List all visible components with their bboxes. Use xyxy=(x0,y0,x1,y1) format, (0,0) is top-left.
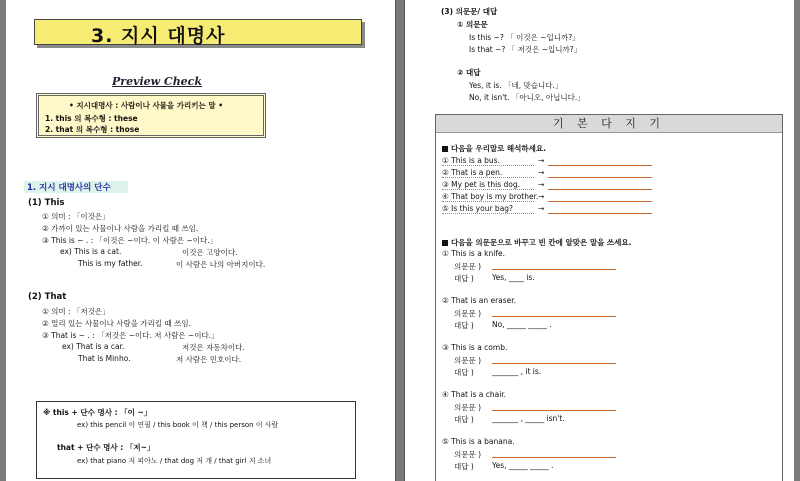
chapter-title-box xyxy=(34,19,362,45)
question-subheading: ① 의문문 xyxy=(457,20,488,29)
answer-template[interactable]: Yes, _____ _____ . xyxy=(492,461,554,470)
exercise-1-item xyxy=(442,180,652,190)
question-label: 의문문 ) xyxy=(454,262,482,271)
answer-blank-input[interactable] xyxy=(548,194,652,202)
definition-box xyxy=(36,93,266,138)
answer-label: 대답 ) xyxy=(454,321,474,330)
exercise-1-sentence: ④ That boy is my brother. xyxy=(442,192,539,201)
arrow-icon: → xyxy=(538,192,545,201)
that-usage: ② 멀리 있는 사물이나 사람을 가리킬 때 쓰임. xyxy=(42,319,191,328)
answer-template[interactable]: No, _____ _____ . xyxy=(492,320,552,329)
question-line-2: Is that ~? 「 저것은 ~입니까?」 xyxy=(469,45,582,54)
question-answer-input[interactable] xyxy=(492,309,616,317)
arrow-icon: → xyxy=(538,168,545,177)
section-1-header xyxy=(24,181,128,193)
exercise-2-sentence: ④ That is a chair. xyxy=(442,390,507,399)
that-example-1-en: ex) That is a car. xyxy=(62,342,125,351)
exercise-2-sentence: ③ This is a comb. xyxy=(442,343,508,352)
answer-template[interactable]: _______ , _____ isn't. xyxy=(492,414,565,423)
exercise-2-sentence: ② That is an eraser. xyxy=(442,296,517,305)
that-example-2-en: That is Minho. xyxy=(78,354,131,363)
answer-line-1: Yes, it is. 「네, 맞습니다.」 xyxy=(469,81,563,90)
square-bullet-icon xyxy=(442,240,448,246)
question-heading: (3) 의문문/ 대답 xyxy=(441,7,498,16)
exercise-1-sentence: ⑤ Is this your bag? xyxy=(442,204,534,214)
exercise-1-item xyxy=(442,168,652,178)
practice-title: 기 본 다 지 기 xyxy=(436,115,782,133)
definition-line-1: 1. this 의 복수형 : these xyxy=(45,114,138,123)
section-1-title: 1. 지시 대명사의 단수 xyxy=(27,183,111,193)
exercise-1-item xyxy=(442,156,652,166)
this-example-1-ko: 이것은 고양이다. xyxy=(182,248,238,257)
that-pattern: ③ That is ~ . : 「저것은 ~이다. 저 사람은 ~이다.」 xyxy=(42,331,219,340)
left-page xyxy=(6,0,396,481)
question-label: 의문문 ) xyxy=(454,356,482,365)
preview-check-heading: Preview Check xyxy=(112,75,203,88)
this-usage: ② 가까이 있는 사물이나 사람을 가리킬 때 쓰임. xyxy=(42,224,199,233)
question-answer-input[interactable] xyxy=(492,450,616,458)
answer-label: 대답 ) xyxy=(454,274,474,283)
arrow-icon: → xyxy=(538,156,545,165)
note-that-examples: ex) that piano 저 피아노 / that dog 저 개 / that girl 저 소녀 xyxy=(77,457,272,465)
note-this-examples: ex) this pencil 이 연필 / this book 이 책 / this person 이 사람 xyxy=(77,421,279,429)
that-heading: (2) That xyxy=(28,292,67,302)
this-heading: (1) This xyxy=(28,198,65,208)
square-bullet-icon xyxy=(442,146,448,152)
note-box xyxy=(36,401,356,479)
exercise-2-sentence: ① This is a knife. xyxy=(442,249,505,258)
exercise-1-sentence: ③ My pet is this dog. xyxy=(442,180,534,190)
question-answer-input[interactable] xyxy=(492,356,616,364)
practice-box xyxy=(435,114,783,481)
question-line-1: Is this ~? 「 이것은 ~입니까?」 xyxy=(469,33,580,42)
question-label: 의문문 ) xyxy=(454,403,482,412)
note-this-label: ※ this + 단수 명사 : 「이 ~」 xyxy=(43,408,152,417)
chapter-title: 3. 지시 대명사 xyxy=(91,25,226,47)
answer-blank-input[interactable] xyxy=(548,182,652,190)
this-pattern: ③ This is ~ . : 「이것은 ~이다. 이 사람은 ~이다.」 xyxy=(42,236,218,245)
exercise-2-sentence: ⑤ This is a banana. xyxy=(442,437,515,446)
this-meaning: ① 의미 : 「이것은」 xyxy=(42,212,110,221)
answer-template[interactable]: _______ , it is. xyxy=(492,367,542,376)
answer-blank-input[interactable] xyxy=(548,206,652,214)
this-example-1-en: ex) This is a cat. xyxy=(60,247,122,256)
answer-label: 대답 ) xyxy=(454,462,474,471)
exercise-1-sentence: ① This is a bus. xyxy=(442,156,534,166)
question-answer-input[interactable] xyxy=(492,403,616,411)
definition-headline: • 지시대명사 : 사람이나 사물을 가리키는 말 • xyxy=(69,101,224,110)
answer-subheading: ② 대답 xyxy=(457,68,481,77)
answer-template[interactable]: Yes, ____ is. xyxy=(492,273,535,282)
question-label: 의문문 ) xyxy=(454,450,482,459)
answer-blank-input[interactable] xyxy=(548,158,652,166)
exercise-1-sentence: ② That is a pen. xyxy=(442,168,534,178)
exercise-1-instruction: 다음을 우리말로 해석하세요. xyxy=(442,143,546,154)
answer-blank-input[interactable] xyxy=(548,170,652,178)
this-example-2-ko: 이 사람은 나의 아버지이다. xyxy=(176,260,266,269)
that-example-1-ko: 저것은 자동차이다. xyxy=(182,343,245,352)
exercise-1-item xyxy=(442,192,652,202)
arrow-icon: → xyxy=(538,180,545,189)
answer-label: 대답 ) xyxy=(454,368,474,377)
that-meaning: ① 의미 : 「저것은」 xyxy=(42,307,110,316)
exercise-1-item xyxy=(442,204,652,214)
answer-label: 대답 ) xyxy=(454,415,474,424)
definition-line-2: 2. that 의 복수형 : those xyxy=(45,125,140,134)
question-answer-input[interactable] xyxy=(492,262,616,270)
this-example-2-en: This is my father. xyxy=(78,259,143,268)
note-that-label: that + 단수 명사 : 「저~」 xyxy=(57,443,155,452)
that-example-2-ko: 저 사람은 민호이다. xyxy=(176,355,242,364)
question-label: 의문문 ) xyxy=(454,309,482,318)
answer-line-2: No, it isn't. 「아니오, 아닙니다.」 xyxy=(469,93,585,102)
arrow-icon: → xyxy=(538,204,545,213)
right-page xyxy=(404,0,794,481)
exercise-2-instruction: 다음을 의문문으로 바꾸고 빈 칸에 알맞은 말을 쓰세요. xyxy=(442,237,632,248)
